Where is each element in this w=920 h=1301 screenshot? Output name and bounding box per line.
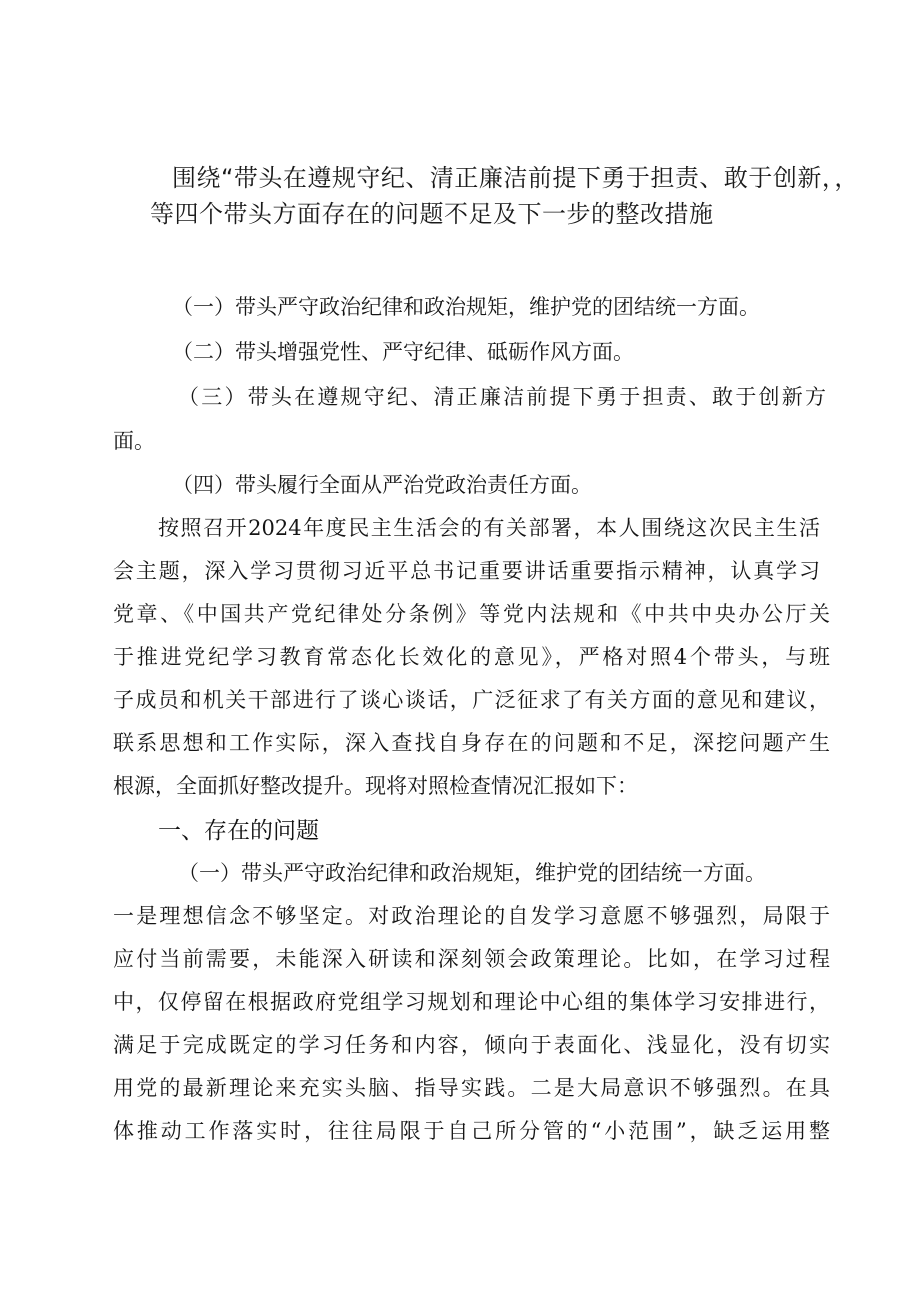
section-heading: 一、存在的问题 <box>158 818 319 844</box>
outline-item-4: （四）带头履行全面从严治党政治责任方面。 <box>172 473 592 497</box>
intro-paragraph-line-4: 于推进党纪学习教育常态化长效化的意见》，严格对照4个带头，与班 <box>113 645 830 669</box>
body-line-5: 用党的最新理论来充实头脑、指导实践。二是大局意识不够强烈。在具 <box>113 1076 830 1100</box>
intro-paragraph-line-7: 根源，全面抓好整改提升。现将对照检查情况汇报如下： <box>113 774 638 798</box>
outline-item-3: （三）带头在遵规守纪、清正廉洁前提下勇于担责、敢于创新方 <box>178 385 826 409</box>
body-subheading: （一）带头严守政治纪律和政治规矩，维护党的团结统一方面。 <box>178 861 766 885</box>
body-line-2: 应付当前需要，未能深入研读和深刻领会政策理论。比如，在学习过程 <box>113 947 830 971</box>
intro-paragraph-line-1: 按照召开2024年度民主生活会的有关部署，本人围绕这次民主生活 <box>158 516 820 540</box>
document-title-line-2: 等四个带头方面存在的问题不足及下一步的整改措施 <box>150 200 714 228</box>
intro-paragraph-line-5: 子成员和机关干部进行了谈心谈话，广泛征求了有关方面的意见和建议， <box>113 688 830 712</box>
body-line-3: 中，仅停留在根据政府党组学习规划和理论中心组的集体学习安排进行， <box>113 990 830 1014</box>
intro-paragraph-line-6: 联系思想和工作实际，深入查找自身存在的问题和不足，深挖问题产生 <box>113 731 830 755</box>
body-line-4: 满足于完成既定的学习任务和内容，倾向于表面化、浅显化，没有切实 <box>113 1033 830 1057</box>
outline-item-2: （二）带头增强党性、严守纪律、砥砺作风方面。 <box>172 340 634 364</box>
intro-paragraph-line-3: 党章、《中国共产党纪律处分条例》等党内法规和《中共中央办公厅关 <box>113 602 830 626</box>
outline-item-1: （一）带头严守政治纪律和政治规矩，维护党的团结统一方面。 <box>172 295 760 319</box>
outline-item-3-continued: 面。 <box>113 429 155 453</box>
document-title-line-1: 围绕“带头在遵规守纪、清正廉洁前提下勇于担责、敢于创新，， <box>172 164 859 192</box>
body-line-6: 体推动工作落实时，往往局限于自己所分管的“小范围”，缺乏运用整 <box>113 1119 830 1143</box>
body-line-1: 一是理想信念不够坚定。对政治理论的自发学习意愿不够强烈，局限于 <box>113 904 830 928</box>
intro-paragraph-line-2: 会主题，深入学习贯彻习近平总书记重要讲话重要指示精神，认真学习 <box>113 559 820 583</box>
